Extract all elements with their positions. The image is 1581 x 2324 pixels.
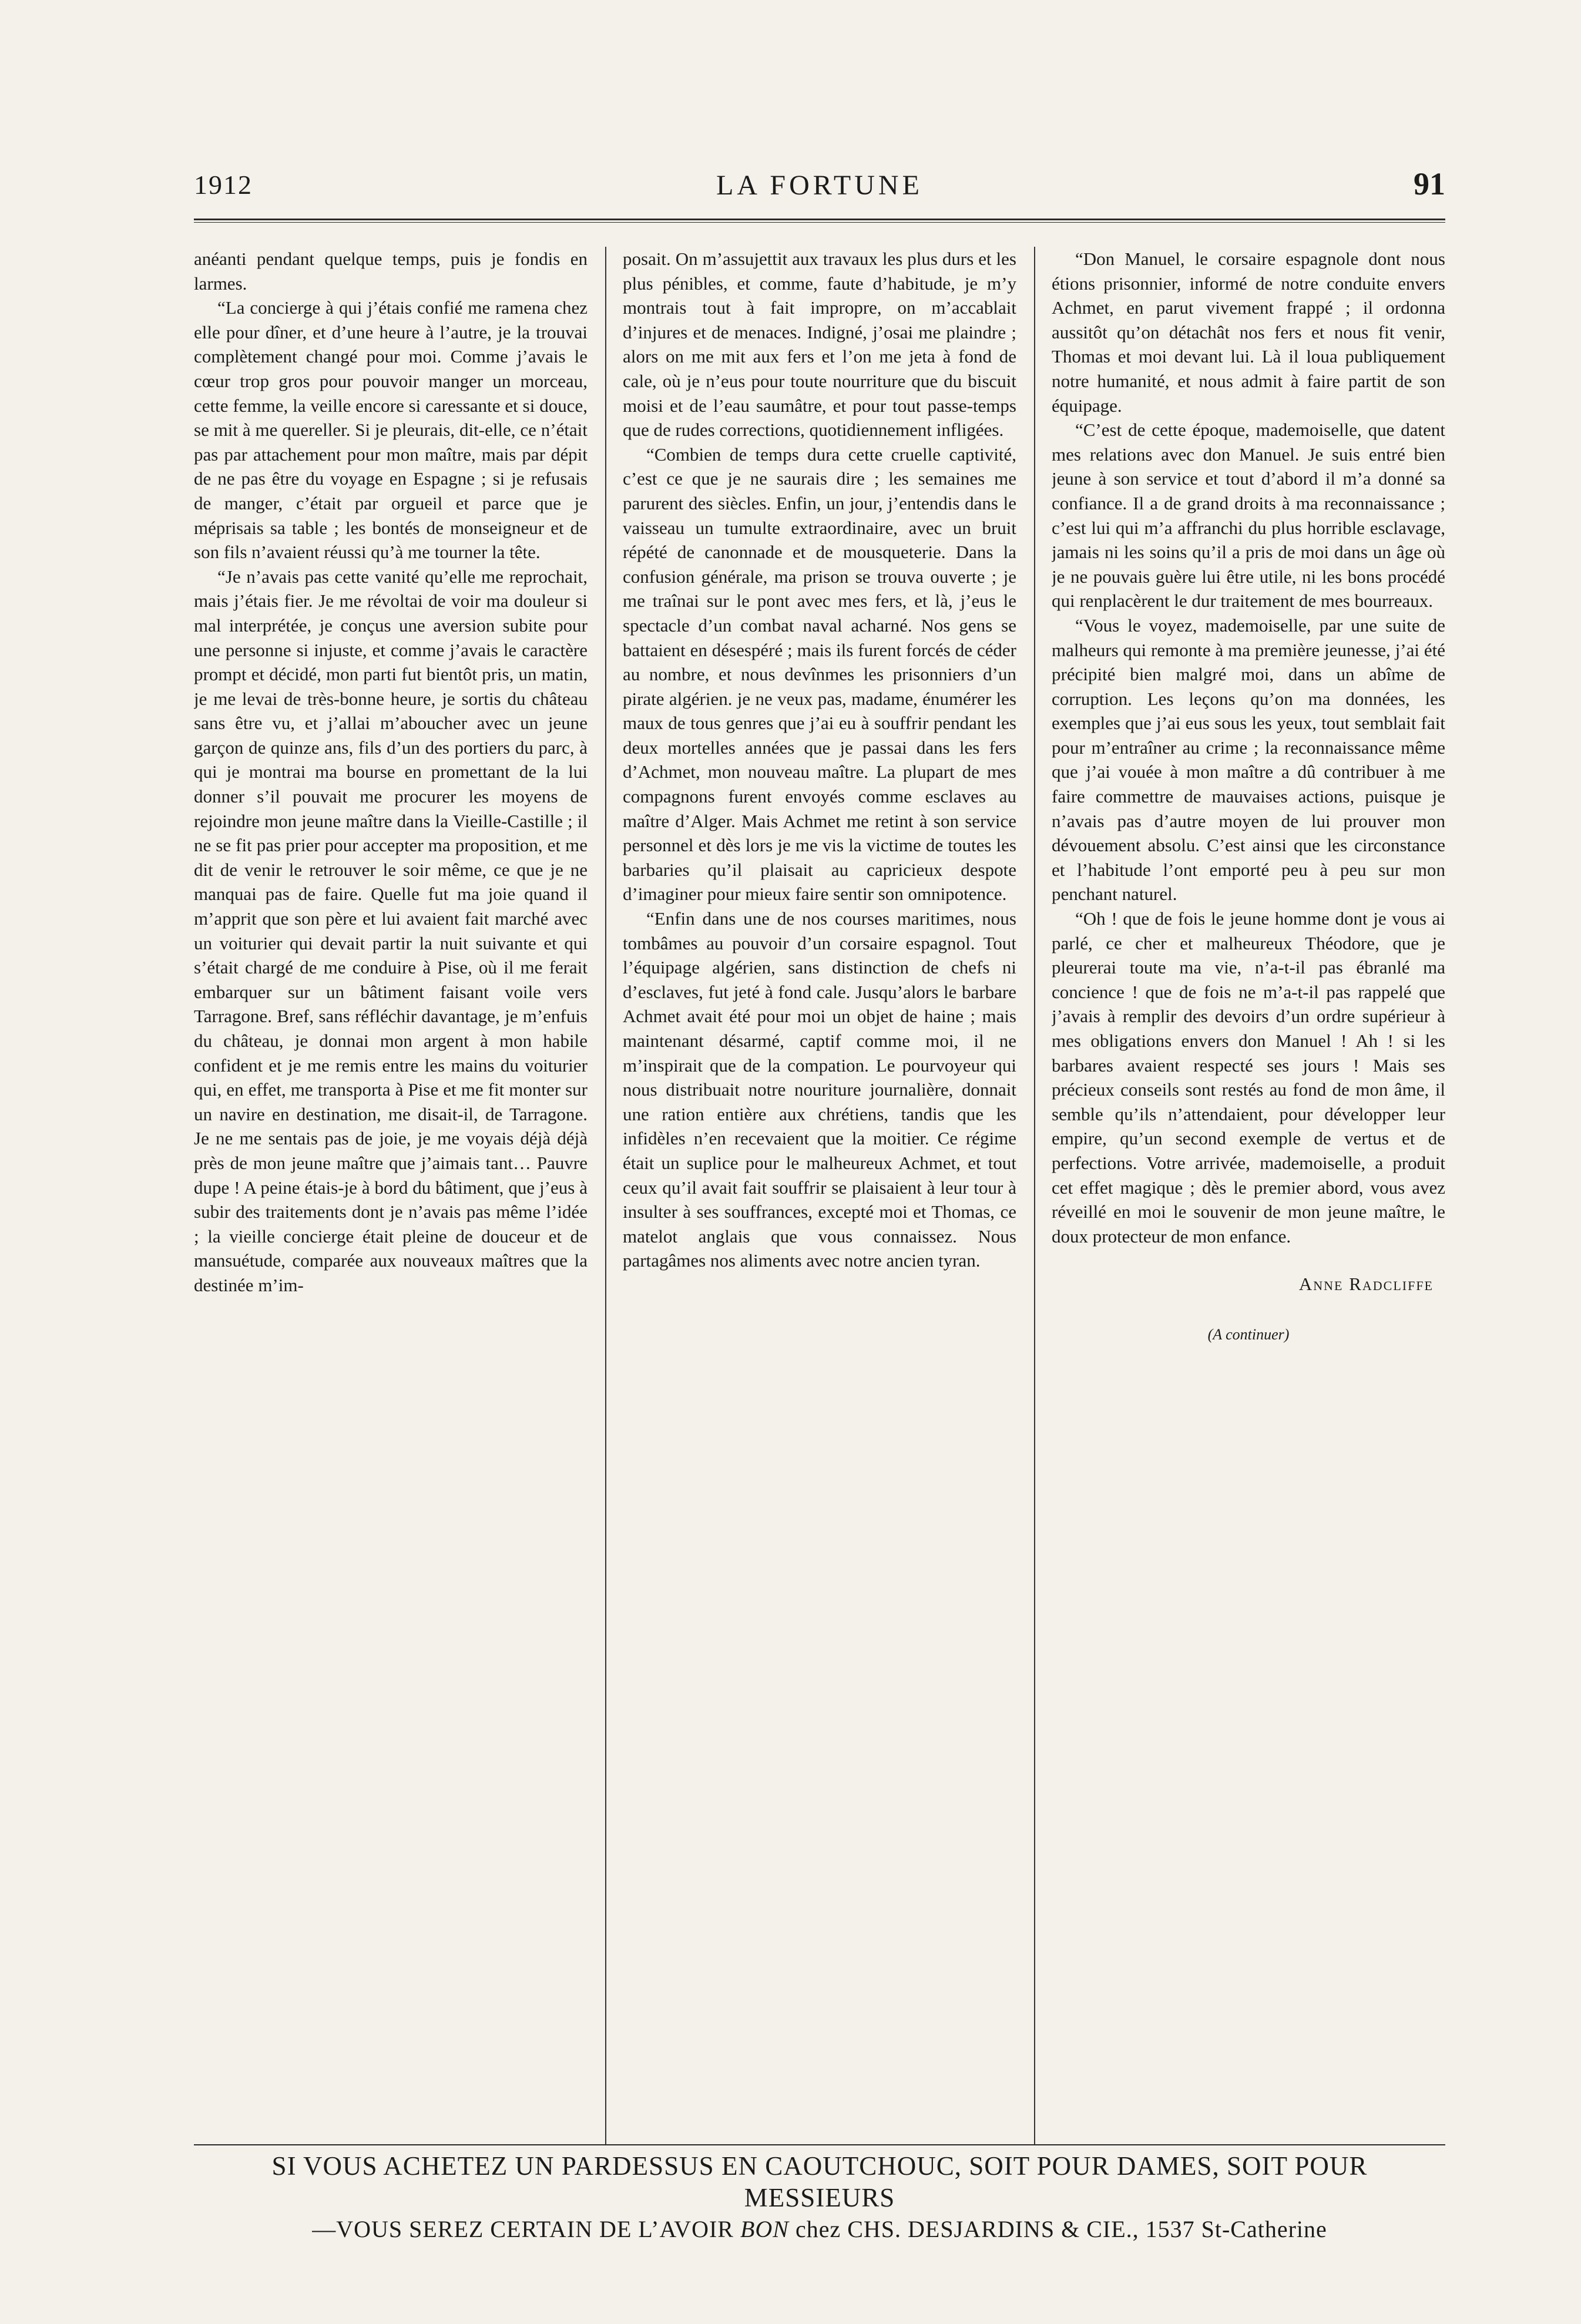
advert-line-2-start: —VOUS SEREZ CERTAIN DE L’AVOIR: [312, 2216, 740, 2242]
column-divider: [605, 247, 606, 2144]
page-number: 91: [1414, 166, 1445, 201]
publication-title: LA FORTUNE: [716, 170, 923, 201]
column-1: [194, 247, 588, 2138]
paragraph: “Vous le voyez, mademoiselle, par une suite de malheurs qui remonte à ma première jeunesse, j’ai été précipité bien malgré moi, dans un abîme de corruption. Les leçons qu’on ma données, les exemples que j’ai eus sous les yeux, tout semblait fait pour m’entraîner au crime ; la reconnaissance même que j’ai vouée à mon maître a dû contribuer à me faire commettre de mauvaises actions, puisque je n’avais pas d’autre moyen de lui prouver mon dévouement absolu. C’est ainsi que les circonstance et l’habitude l’ont emporté peu à peu sur mon penchant naturel.: [1052, 614, 1445, 905]
paragraph: anéanti pendant quelque temps, puis je fondis en larmes.: [194, 248, 588, 294]
paragraph: “Combien de temps dura cette cruelle captivité, c’est ce que je ne saurais dire ; les semaines me parurent des siècles. Enfin, un jour, j’entendis dans le vaisseau un tumulte extraordinaire, avec un bruit répété de canonnade et de mousqueterie. Dans la confusion générale, ma prison se trouva ouverte ; je me traînai sur le pont avec mes fers, et là, j’eus le spectacle d’un combat naval acharné. Nos gens se battaient en désespéré ; mais ils furent forcés de céder au nombre, et nous devînmes les prisonniers d’un pirate algérien. je ne veux pas, madame, énumérer les maux de tous genres que j’ai eu à souffrir pendant les deux mortelles années que je passai dans les fers d’Achmet, mon nouveau maître. La plupart de mes compagnons furent envoyés comme esclaves au maître d’Alger. Mais Achmet me retint à son service personnel et dès lors je me vis la victime de toutes les barbaries qu’il plaisait au capricieux despote d’imaginer pour mieux faire sentir son omnipotence.: [623, 444, 1016, 905]
header-rule-thin: [194, 222, 1445, 223]
advert-brand: BON: [740, 2216, 789, 2242]
column-3: [1052, 247, 1445, 2138]
header-year: 1912: [194, 170, 253, 200]
column-divider: [1034, 247, 1035, 2144]
paragraph: “Je n’avais pas cette vanité qu’elle me reprochait, mais j’étais fier. Je me révoltai de voir ma douleur si mal interprétée, je conçus une aversion subite pour une personne si injuste, et comme j’avais le caractère prompt et décidé, mon parti fut bientôt pris, un matin, je me levai de très-bonne heure, je sortis du château sans être vu, et j’allai m’aboucher avec un jeune garçon de quinze ans, fils d’un des portiers du parc, à qui je montrai ma bourse en promettant de la lui donner s’il pouvait me procurer les moyens de rejoindre mon jeune maître dans la Vieille-Castille ; il ne se fit pas prier pour accepter ma proposition, et me dit de venir le retrouver le soir même, ce que je ne manquai pas de faire. Quelle fut ma joie quand il m’apprit que son père et lui avaient fait marché avec un voiturier qui devait partir la nuit suivante et qui s’était chargé de me conduire à Pise, où il me ferait embarquer sur un bâtiment faisant voile vers Tarragone. Bref, sans réfléchir davantage, je m’enfuis du château, je donnai mon argent à mon habile confident et je me remis entre les mains du voiturier qui, en effet, me transporta à Pise et me fit monter sur un navire en destination, me disait-il, de Tarragone. Je ne me sentais pas de joie, je me voyais déjà déjà près de mon jeune maître que j’aimais tant… Pauvre dupe ! A peine étais-je à bord du bâtiment, que j’eus à subir des traitements dont je n’avais pas même l’idée ; la vieille concierge était pleine de douceur et de mansuétude, comparée aux nouveaux maîtres que la destinée m’im-: [194, 566, 588, 1295]
paragraph: “Don Manuel, le corsaire espagnole dont nous étions prisonnier, informé de notre conduite envers Achmet, en parut vivement frappé ; il ordonna aussitôt qu’on détachât nos fers et nous fit venir, Thomas et moi devant lui. Là il loua publiquement notre humanité, et nous admit à faire partit de son équipage.: [1052, 248, 1445, 416]
advert-line-2-end: chez CHS. DESJARDINS & CIE., 1537 St-Catherine: [788, 2216, 1327, 2242]
article-columns: [194, 247, 1445, 2138]
advert-line-2: [194, 2214, 1445, 2245]
advert-rule: [194, 2144, 1445, 2145]
continued-note: (A continuer): [1207, 1325, 1290, 1343]
advert-line-1: SI VOUS ACHETEZ UN PARDESSUS EN CAOUTCHOUC, SOIT POUR DAMES, SOIT POUR MESSIEURS: [271, 2151, 1368, 2212]
page-header: [194, 166, 1445, 216]
advertisement: [194, 2150, 1445, 2245]
paragraph: “La concierge à qui j’étais confié me ramena chez elle pour dîner, et d’une heure à l’autre, je la trouvai complètement changé pour moi. Comme j’avais le cœur trop gros pour pouvoir manger un morceau, cette femme, la veille encore si caressante et si douce, se mit à me quereller. Si je pleurais, dit-elle, ce n’était pas par attachement pour mon maître, mais par dépit de ne pas être du voyage en Espagne ; si je refusais de manger, c’était par orgueil et parce que je méprisais sa table ; les bontés de monseigneur et de son fils n’avaient réussi qu’à me tourner la tête.: [194, 297, 588, 563]
paragraph: posait. On m’assujettit aux travaux les plus durs et les plus pénibles, et comme, faute d’habitude, je m’y montrais tout à fait impropre, on m’accablait d’injures et de menaces. Indigné, j’osai me plaindre ; alors on me mit aux fers et l’on me jeta à fond de cale, où je n’eus pour toute nourriture que du biscuit moisi et de l’eau saumâtre, et pour tout passe-temps que de rudes corrections, quotidiennement infligées.: [623, 248, 1016, 441]
paragraph: “C’est de cette époque, mademoiselle, que datent mes relations avec don Manuel. Je suis entré bien jeune à son service et tout d’abord il m’a donné sa confiance. Il a de grand droits à ma reconnaissance ; c’est lui qui m’a affranchi du plus horrible esclavage, jamais ni les soins qu’il a pris de moi dans un âge où je ne pouvais guère lui être utile, ni les bons procédé qui renplacèrent le dur traitement de mes bourreaux.: [1052, 419, 1445, 612]
paragraph: “Oh ! que de fois le jeune homme dont je vous ai parlé, ce cher et malheureux Théodore, que je pleurerai toute ma vie, n’a-t-il pas ébranlé ma concience ! que de fois ne m’a-t-il pas rappelé que j’avais à remplir des devoirs d’un ordre supérieur à mes obligations envers don Manuel ! Ah ! si les barbares avaient respecté ses jours ! Mais ses précieux conseils sont restés au fond de mon âme, il semble qu’ils n’attendaient, pour développer leur empire, qu’un second exemple de vertus et de perfections. Votre arrivée, mademoiselle, a produit cet effet magique ; dès le premier abord, vous avez réveillé en moi le souvenir de mon jeune maître, le doux protecteur de mon enfance.: [1052, 908, 1445, 1247]
paragraph: “Enfin dans une de nos courses maritimes, nous tombâmes au pouvoir d’un corsaire espagnol. Tout l’équipage algérien, sans distinction de chefs ni d’esclaves, fut jeté à fond cale. Jusqu’alors le barbare Achmet avait été pour moi un objet de haine ; mais maintenant désarmé, captif comme moi, il ne m’inspirait que de la compation. Le pourvoyeur qui nous distribuait notre nouriture journalière, donnait une ration entière aux chrétiens, tandis que les infidèles n’en recevaient que la moitier. Ce régime était un suplice pour le malheureux Achmet, et tout ceux qu’il avait fait souffrir se plaisaient à leur tour à insulter à ses souffrances, excepté moi et Thomas, ce matelot anglais que vous connaissez. Nous partagâmes nos aliments avec notre ancien tyran.: [623, 908, 1016, 1271]
header-rule: [194, 219, 1445, 220]
column-2: [623, 247, 1016, 2138]
author-signature: Anne Radcliffe: [1298, 1274, 1434, 1295]
